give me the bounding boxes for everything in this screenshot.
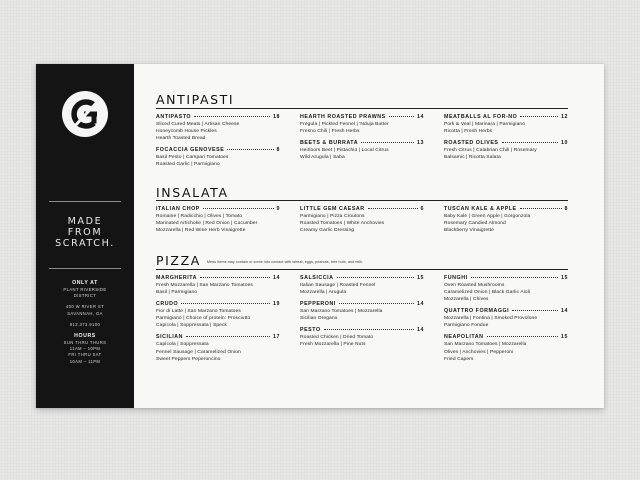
menu-column	[156, 206, 280, 239]
dot-leader	[389, 116, 414, 117]
menu-item	[444, 206, 568, 234]
menu-item-description: Mozzarella | Chives	[444, 297, 489, 303]
menu-item-header	[444, 308, 568, 315]
menu-item-price: 14	[417, 114, 424, 120]
phone-number: 912.373.9100	[69, 321, 101, 327]
sidebar-divider	[49, 268, 121, 269]
menu-item-description: Fresh Citrus | Calabrian Chili | Rosemary	[444, 148, 537, 154]
menu-item-description: Fennel Sausage | Caramelized Onion	[156, 349, 241, 355]
dot-leader	[368, 208, 418, 209]
menu-item-header	[156, 334, 280, 341]
menu-item-header	[444, 140, 568, 147]
menu-item-description: Fried Capers	[444, 356, 474, 362]
menu-item-description: Romaine | Radicchio | Olives | Tomato	[156, 214, 243, 219]
menu-item-description: Balsamic | Ricotta Salata	[444, 155, 501, 161]
dot-leader	[339, 303, 414, 304]
menu-item	[156, 334, 280, 362]
menu-column	[300, 114, 424, 166]
menu-item-price: 14	[417, 327, 424, 334]
tagline-line: MADE	[67, 216, 103, 227]
menu-item-price: 8	[276, 147, 280, 154]
tagline-line: FROM	[67, 227, 103, 238]
menu-item-price: 14	[273, 275, 280, 281]
menu-item	[300, 206, 424, 234]
dot-leader	[337, 277, 415, 278]
menu-item-name: FUNGHI	[444, 275, 468, 281]
menu-item-name: ANTIPASTO	[156, 114, 192, 120]
menu-item-price: 15	[417, 275, 424, 281]
dot-leader	[471, 277, 558, 278]
menu-item-price: 15	[561, 275, 568, 281]
hours-heading: HOURS	[74, 333, 96, 340]
menu-item	[444, 140, 568, 161]
menu-card	[36, 64, 604, 408]
menu-item-description: Roasted Chicken | Dried Tomato	[300, 335, 374, 341]
section-title-text: ANTIPASTI	[156, 92, 235, 107]
menu-item-price: 6	[420, 206, 424, 212]
menu-item-name: FOCACCIA GENOVESE	[156, 147, 225, 154]
menu-item-description: Honeycomb House Pickles	[156, 129, 217, 135]
menu-item-header	[156, 275, 280, 282]
menu-item-price: 8	[564, 206, 568, 212]
menu-item-header	[156, 114, 280, 121]
section-title	[156, 185, 229, 200]
menu-item-price: 15	[561, 334, 568, 341]
menu-item-description: Basil Pesto | Campari Tomatoes	[156, 155, 229, 161]
menu-item	[156, 147, 280, 168]
menu-item-name: TUSCAN KALE & APPLE	[444, 206, 517, 212]
menu-item-price: 10	[561, 140, 568, 147]
menu-item-name: PEPPERONI	[300, 301, 336, 308]
menu-item-description: Capicola | Soppressata	[156, 342, 209, 348]
menu-item-header	[444, 334, 568, 341]
dot-leader	[200, 277, 270, 278]
menu-item-description: Italian Sausage | Roasted Fennel	[300, 283, 376, 288]
menu-column	[444, 275, 568, 368]
menu-column	[156, 275, 280, 368]
section-rule	[156, 269, 568, 270]
menu-item-name: CRUDO	[156, 301, 179, 308]
menu-item-description: Roasted Garlic | Parmigiano	[156, 162, 220, 168]
menu-item-description: Ricotta | Fresh Herbs	[444, 129, 493, 135]
menu-sidebar	[36, 64, 134, 408]
menu-item-price: 12	[561, 114, 568, 120]
menu-item-header	[300, 301, 424, 308]
dot-leader	[227, 149, 273, 150]
menu-item	[300, 275, 424, 296]
menu-item	[300, 301, 424, 322]
section-rule	[156, 200, 568, 201]
location-line: PLANT RIVERSIDE	[63, 287, 107, 292]
menu-item-description: Parmigiano | Pizza Croutons	[300, 214, 365, 219]
menu-item-description: Oven Roasted Mushrooms	[444, 283, 505, 288]
menu-item-description: Fresno Chili | Fresh Herbs	[300, 129, 360, 135]
menu-item-header	[300, 206, 424, 213]
menu-item-description: Olives | Anchovies | Pepperoni	[444, 349, 514, 355]
menu-item-header	[444, 206, 568, 213]
menu-item-name: LITTLE GEM CAESAR	[300, 206, 365, 212]
section-title-text: PIZZA	[156, 253, 201, 268]
menu-item-description: Sliced Cured Meats | Artisan Cheese	[156, 122, 240, 127]
menu-item-name: SICILIAN	[156, 334, 184, 341]
dot-leader	[512, 310, 558, 311]
menu-item-description: Marinated Artichoke | Red Onion | Cucumber	[156, 221, 258, 227]
menu-item	[444, 308, 568, 329]
menu-item-name: SALSICCIA	[300, 275, 334, 281]
menu-item-header	[300, 114, 424, 121]
dot-leader	[487, 336, 558, 337]
section-rule	[156, 108, 568, 109]
menu-item-name: MEATBALLS AL FOR-NO	[444, 114, 518, 120]
dot-leader	[203, 208, 274, 209]
menu-item-description: Wild Arugula | Saba	[300, 155, 345, 161]
menu-column	[444, 206, 568, 239]
menu-item-price: 14	[417, 301, 424, 308]
menu-item-price: 14	[561, 308, 568, 315]
menu-item	[444, 334, 568, 362]
location-info	[36, 280, 134, 365]
address-line: 400 W RIVER ST	[65, 304, 105, 310]
menu-item-description: Creamy Garlic Dressing	[300, 228, 355, 234]
section-title	[156, 253, 363, 268]
sidebar-divider	[49, 201, 121, 202]
hours-line: SUN THRU THURS	[63, 340, 107, 346]
menu-item-price: 17	[273, 334, 280, 341]
menu-item-description: Basil | Parmigiano	[156, 290, 198, 296]
menu-item-description: San Marzano Tomatoes | Mozzarella	[300, 309, 383, 315]
menu-item	[300, 140, 424, 161]
menu-column	[156, 114, 280, 173]
menu-item-description: Hearth Toasted Bread	[156, 136, 206, 142]
menu-item	[444, 275, 568, 303]
dot-leader	[520, 116, 558, 117]
menu-item	[156, 275, 280, 296]
restaurant-logo-icon	[61, 90, 109, 138]
menu-item-header	[300, 327, 424, 334]
menu-item-name: ITALIAN CHOP	[156, 206, 200, 212]
dot-leader	[324, 329, 414, 330]
menu-item	[156, 301, 280, 329]
location-line: DISTRICT	[73, 293, 97, 299]
only-at-heading: ONLY AT	[72, 280, 98, 286]
menu-item-name: HEARTH ROASTED PRAWNS	[300, 114, 386, 120]
menu-item-description: Blackberry Vinaigrette	[444, 228, 494, 234]
menu-item	[156, 206, 280, 234]
menu-item-description: Parmigiano Fondue	[444, 323, 489, 329]
menu-item-name: NEAPOLITAN	[444, 334, 484, 341]
allergen-note: Menu items may contain or come into contact with wheat, eggs, peanuts, tree nuts, and milk.	[206, 260, 364, 264]
address-line: SAVANNAH, GA	[67, 310, 103, 316]
menu-item-price: 18	[273, 114, 280, 120]
menu-item-description: Mozzarella | Fontina | Smoked Provolone	[444, 316, 538, 322]
menu-item-name: QUATTRO FORMAGGI	[444, 308, 510, 315]
dot-leader	[502, 142, 559, 143]
menu-item-description: Pork & Veal | Marinara | Parmigiano	[444, 122, 526, 127]
menu-item-description: Sicilian Oregano	[300, 316, 338, 322]
menu-item	[444, 114, 568, 135]
menu-item-description: Caramelized Onion | Black Garlic Aioli	[444, 290, 531, 296]
menu-item-description: Mozzarella | Arugula	[300, 290, 347, 296]
menu-item-header	[300, 275, 424, 282]
menu-column	[300, 275, 424, 354]
menu-item-description: Baby Kale | Green Apple | Gorgonzola	[444, 214, 531, 219]
section-title-text: INSALATA	[156, 185, 229, 200]
menu-item-description: Roasted Tomatoes | White Anchovies	[300, 221, 385, 227]
section-title	[156, 92, 234, 107]
menu-item-name: MARGHERITA	[156, 275, 198, 281]
menu-item-header	[444, 275, 568, 282]
menu-item-description: Parmigiano | Choice of protein: Prosciutto	[156, 316, 251, 322]
menu-item-description: Heirloom Beet | Pistachio | Local Citrus	[300, 148, 389, 154]
menu-item-name: PESTO	[300, 327, 321, 334]
menu-item-name: BEETS & BURRATA	[300, 140, 359, 147]
menu-item-description: Fresh Mozzarella | Pine Nuts	[300, 342, 366, 348]
dot-leader	[194, 116, 270, 117]
tagline-line: SCRATCH.	[55, 238, 115, 249]
hours-line: FRI THRU SAT	[68, 352, 102, 358]
menu-item-description: Fior di Latte | San Marzano Tomatoes	[156, 309, 241, 315]
menu-item	[300, 114, 424, 135]
menu-item-price: 19	[273, 301, 280, 308]
menu-item-name: ROASTED OLIVES	[444, 140, 499, 147]
menu-item	[156, 114, 280, 142]
menu-item-header	[156, 301, 280, 308]
menu-item-header	[156, 147, 280, 154]
tagline	[36, 216, 134, 249]
menu-item-description: Rosemary Candied Almond	[444, 221, 506, 227]
menu-content	[134, 64, 604, 408]
menu-item-description: San Marzano Tomatoes | Mozzarella	[444, 342, 527, 348]
menu-item-description: Mozzarella | Red Wine Herb Vinaigrette	[156, 228, 246, 234]
hours-line: 10AM – 11PM	[69, 358, 101, 364]
dot-leader	[361, 142, 414, 143]
menu-item-header	[300, 140, 424, 147]
dot-leader	[186, 336, 270, 337]
hours-line: 11AM – 10PM	[69, 346, 101, 352]
menu-column	[300, 206, 424, 239]
menu-item-description: Fresh Mozzarella | San Marzano Tomatoes	[156, 283, 253, 288]
dot-leader	[520, 208, 562, 209]
menu-column	[444, 114, 568, 166]
menu-item-header	[156, 206, 280, 213]
menu-item	[300, 327, 424, 348]
menu-item-description: Sweet Peppers Peperoncino	[156, 356, 221, 362]
menu-item-price: 13	[417, 140, 424, 147]
dot-leader	[181, 303, 270, 304]
menu-item-header	[444, 114, 568, 121]
menu-item-description: Capicola | Soppressata | Speck	[156, 323, 228, 329]
menu-item-price: 9	[276, 206, 280, 212]
menu-item-description: Fregula | Pickled Fennel | 'Nduja Butter	[300, 122, 389, 127]
